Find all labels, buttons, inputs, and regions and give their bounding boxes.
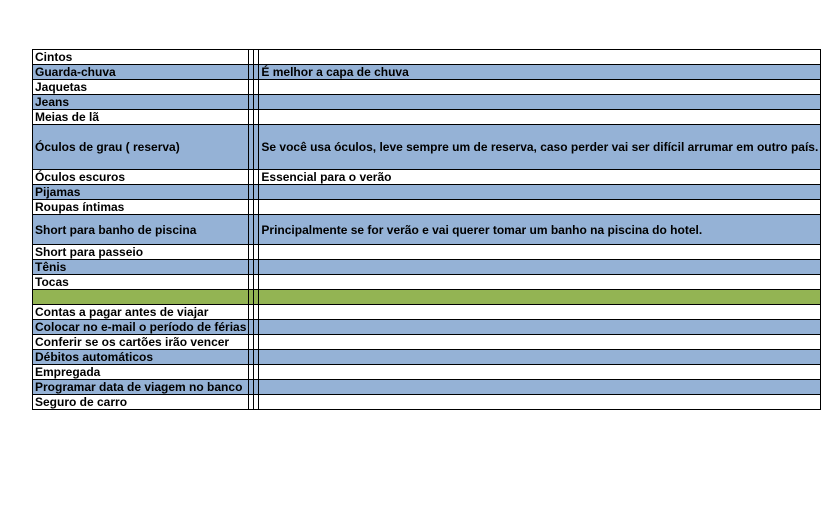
item-cell[interactable]: Roupas íntimas — [33, 200, 249, 215]
note-cell[interactable] — [259, 260, 821, 275]
table-row — [33, 80, 821, 95]
note-cell[interactable]: Se você usa óculos, leve sempre um de reserva, caso perder vai ser difícil arrumar em outro país. — [259, 125, 821, 170]
item-cell[interactable]: Óculos escuros — [33, 170, 249, 185]
note-cell[interactable] — [259, 275, 821, 290]
table-row — [33, 395, 821, 410]
item-cell[interactable]: Débitos automáticos — [33, 350, 249, 365]
note-cell[interactable] — [259, 335, 821, 350]
table-row — [33, 185, 821, 200]
table-row — [33, 305, 821, 320]
item-cell[interactable]: Óculos de grau ( reserva) — [33, 125, 249, 170]
note-cell[interactable] — [259, 245, 821, 260]
note-cell[interactable] — [259, 305, 821, 320]
note-cell[interactable] — [259, 350, 821, 365]
table-row — [33, 380, 821, 395]
item-cell[interactable]: Contas a pagar antes de viajar — [33, 305, 249, 320]
item-cell[interactable] — [33, 290, 249, 305]
table-row — [33, 95, 821, 110]
table-row — [33, 335, 821, 350]
note-cell[interactable] — [259, 80, 821, 95]
item-cell[interactable]: Seguro de carro — [33, 395, 249, 410]
note-cell[interactable] — [259, 50, 821, 65]
item-cell[interactable]: Cintos — [33, 50, 249, 65]
note-cell[interactable] — [259, 380, 821, 395]
note-cell[interactable] — [259, 365, 821, 380]
table-row — [33, 260, 821, 275]
item-cell[interactable]: Pijamas — [33, 185, 249, 200]
table-row — [33, 350, 821, 365]
item-cell[interactable]: Jaquetas — [33, 80, 249, 95]
table-row — [33, 200, 821, 215]
table-row — [33, 50, 821, 65]
item-cell[interactable]: Meias de lã — [33, 110, 249, 125]
table-row — [33, 365, 821, 380]
table-row — [33, 110, 821, 125]
note-cell[interactable] — [259, 200, 821, 215]
item-cell[interactable]: Jeans — [33, 95, 249, 110]
table-row — [33, 290, 821, 305]
table-row — [33, 65, 821, 80]
note-cell[interactable]: Essencial para o verão — [259, 170, 821, 185]
table-row — [33, 125, 821, 170]
table-row — [33, 275, 821, 290]
item-cell[interactable]: Conferir se os cartões irão vencer — [33, 335, 249, 350]
item-cell[interactable]: Tocas — [33, 275, 249, 290]
checklist-body — [33, 50, 821, 410]
note-cell[interactable] — [259, 290, 821, 305]
item-cell[interactable]: Empregada — [33, 365, 249, 380]
item-cell[interactable]: Colocar no e-mail o período de férias — [33, 320, 249, 335]
table-row — [33, 320, 821, 335]
checklist-table — [32, 49, 821, 410]
item-cell[interactable]: Guarda-chuva — [33, 65, 249, 80]
item-cell[interactable]: Short para banho de piscina — [33, 215, 249, 245]
item-cell[interactable]: Programar data de viagem no banco — [33, 380, 249, 395]
table-row — [33, 245, 821, 260]
note-cell[interactable] — [259, 95, 821, 110]
note-cell[interactable] — [259, 395, 821, 410]
table-row — [33, 170, 821, 185]
note-cell[interactable]: Principalmente se for verão e vai querer tomar um banho na piscina do hotel. — [259, 215, 821, 245]
item-cell[interactable]: Tênis — [33, 260, 249, 275]
note-cell[interactable] — [259, 185, 821, 200]
table-row — [33, 215, 821, 245]
note-cell[interactable] — [259, 320, 821, 335]
note-cell[interactable]: É melhor a capa de chuva — [259, 65, 821, 80]
item-cell[interactable]: Short para passeio — [33, 245, 249, 260]
note-cell[interactable] — [259, 110, 821, 125]
